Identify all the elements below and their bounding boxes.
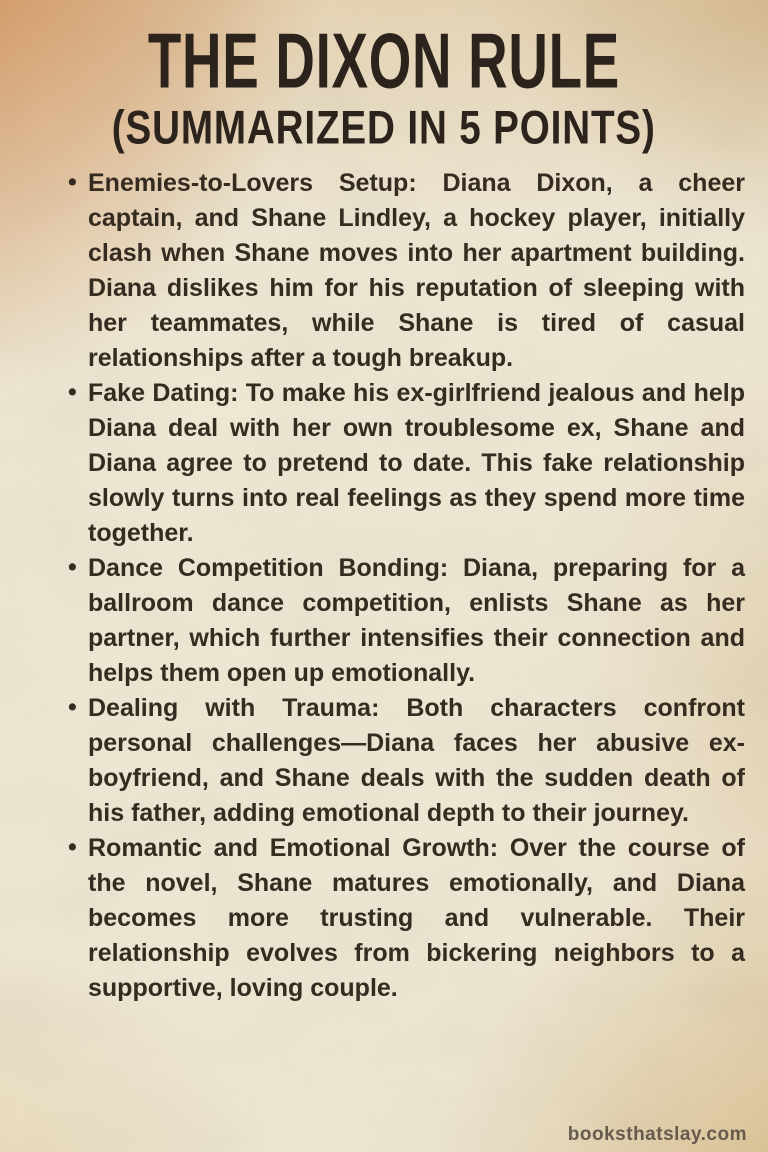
point-text: Enemies-to-Lovers Setup: Diana Dixon, a cheer captain, and Shane Lindley, a hockey player, initially clash when Shane moves into her apartment building. Diana dislikes him for his reputation of sleeping with her teammates, while Shane is tired of casual relationships after a tough breakup. bbox=[88, 169, 745, 372]
bullet-icon: • bbox=[68, 833, 77, 861]
list-item bbox=[66, 691, 745, 831]
bullet-icon: • bbox=[68, 553, 77, 581]
page-subtitle bbox=[0, 100, 768, 154]
summary-list bbox=[66, 166, 745, 1006]
point-text: Fake Dating: To make his ex-girlfriend jealous and help Diana deal with her own troublesome ex, Shane and Diana agree to pretend to date. This fake relationship slowly turns into real feelings as they spend more time together. bbox=[88, 379, 745, 547]
bullet-icon: • bbox=[68, 693, 77, 721]
page-title bbox=[0, 18, 768, 105]
point-text: Dance Competition Bonding: Diana, preparing for a ballroom dance competition, enlists Shane as her partner, which further intensifies their connection and helps them open up emotionally. bbox=[88, 554, 745, 687]
list-item bbox=[66, 166, 745, 376]
point-text: Romantic and Emotional Growth: Over the course of the novel, Shane matures emotionally, and Diana becomes more trusting and vulnerable. Their relationship evolves from bickering neighbors to a supportive, loving couple. bbox=[88, 834, 745, 1002]
title-block bbox=[0, 0, 768, 154]
page-subtitle-text: (SUMMARIZED IN 5 POINTS) bbox=[112, 100, 656, 154]
bullet-icon: • bbox=[68, 168, 77, 196]
watermark: booksthatslay.com bbox=[567, 1124, 747, 1145]
page-title-text: THE DIXON RULE bbox=[147, 18, 621, 105]
bullet-icon: • bbox=[68, 378, 77, 406]
point-text: Dealing with Trauma: Both characters confront personal challenges—Diana faces her abusive ex-boyfriend, and Shane deals with the sudden death of his father, adding emotional depth to their journey. bbox=[88, 694, 745, 827]
list-item bbox=[66, 376, 745, 551]
list-item bbox=[66, 831, 745, 1006]
list-item bbox=[66, 551, 745, 691]
